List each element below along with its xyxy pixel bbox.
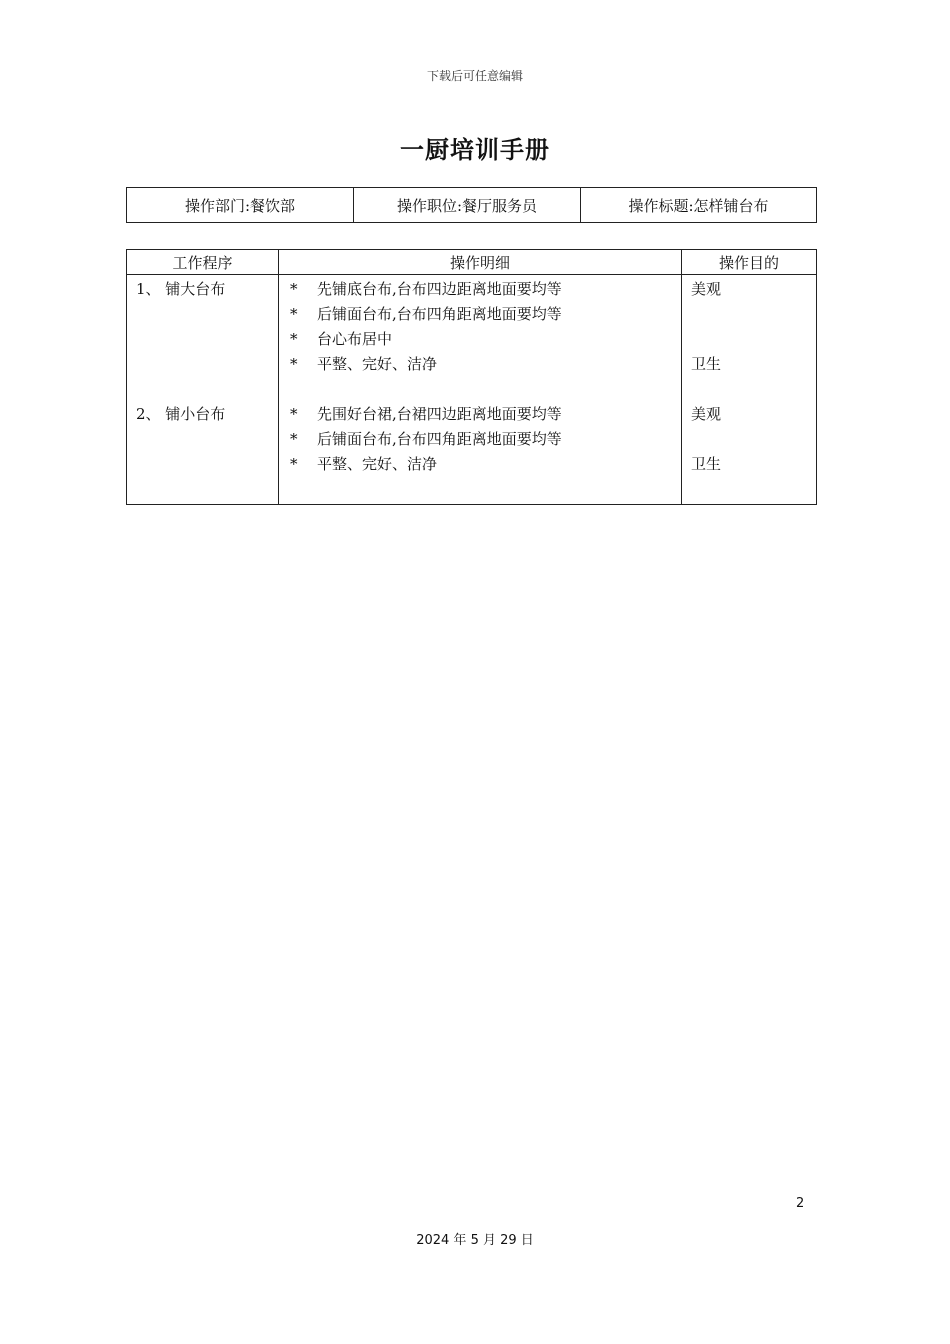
- detail-cell: [279, 275, 682, 505]
- table-header-row: [127, 250, 817, 275]
- star-bullet: *: [290, 355, 298, 373]
- detail-text: 后铺面台布,台布四角距离地面要均等: [317, 305, 562, 323]
- header-detail: 操作明细: [279, 250, 682, 275]
- star-bullet: *: [290, 280, 298, 298]
- header-purpose: 操作目的: [682, 250, 817, 275]
- detail-item: [279, 427, 681, 452]
- purpose-text: 美观: [691, 405, 722, 423]
- department-cell: 操作部门:餐饮部: [127, 188, 354, 223]
- procedure-cell: [127, 275, 279, 505]
- purpose-text: 卫生: [691, 355, 722, 373]
- purpose-cell: [682, 275, 817, 505]
- detail-item: [279, 452, 681, 477]
- detail-text: 平整、完好、洁净: [317, 355, 438, 373]
- detail-item: [279, 327, 681, 352]
- star-bullet: *: [290, 455, 298, 473]
- document-title: 一厨培训手册: [400, 136, 550, 164]
- table-row: [127, 275, 817, 505]
- star-bullet: *: [290, 330, 298, 348]
- purpose-text: [682, 302, 816, 327]
- purpose-text: [682, 327, 816, 352]
- subject-cell: 操作标题:怎样铺台布: [581, 188, 817, 223]
- detail-text: 先铺底台布,台布四边距离地面要均等: [317, 280, 562, 298]
- step-name: 2、 铺小台布: [136, 405, 226, 423]
- detail-item: [279, 277, 681, 302]
- header-procedure: 工作程序: [127, 250, 279, 275]
- purpose-text: 美观: [691, 280, 722, 298]
- detail-item: [279, 352, 681, 377]
- purpose-text: 卫生: [691, 455, 722, 473]
- detail-text: 平整、完好、洁净: [317, 455, 438, 473]
- footer-date: 2024 年 5 月 29 日: [416, 1233, 534, 1248]
- detail-text: 先围好台裙,台裙四边距离地面要均等: [317, 405, 562, 423]
- purpose-text: [682, 427, 816, 452]
- star-bullet: *: [290, 430, 298, 448]
- page-number: 2: [796, 1196, 805, 1211]
- detail-text: 后铺面台布,台布四角距离地面要均等: [317, 430, 562, 448]
- star-bullet: *: [290, 305, 298, 323]
- info-table: [126, 187, 817, 223]
- detail-item: [279, 402, 681, 427]
- position-cell: 操作职位:餐厅服务员: [354, 188, 581, 223]
- procedure-table: [126, 249, 817, 505]
- detail-text: 台心布居中: [317, 330, 393, 348]
- step-name: 1、 铺大台布: [136, 280, 226, 298]
- header-note: 下载后可任意编辑: [426, 69, 523, 83]
- detail-item: [279, 302, 681, 327]
- star-bullet: *: [290, 405, 298, 423]
- info-row: [127, 188, 817, 223]
